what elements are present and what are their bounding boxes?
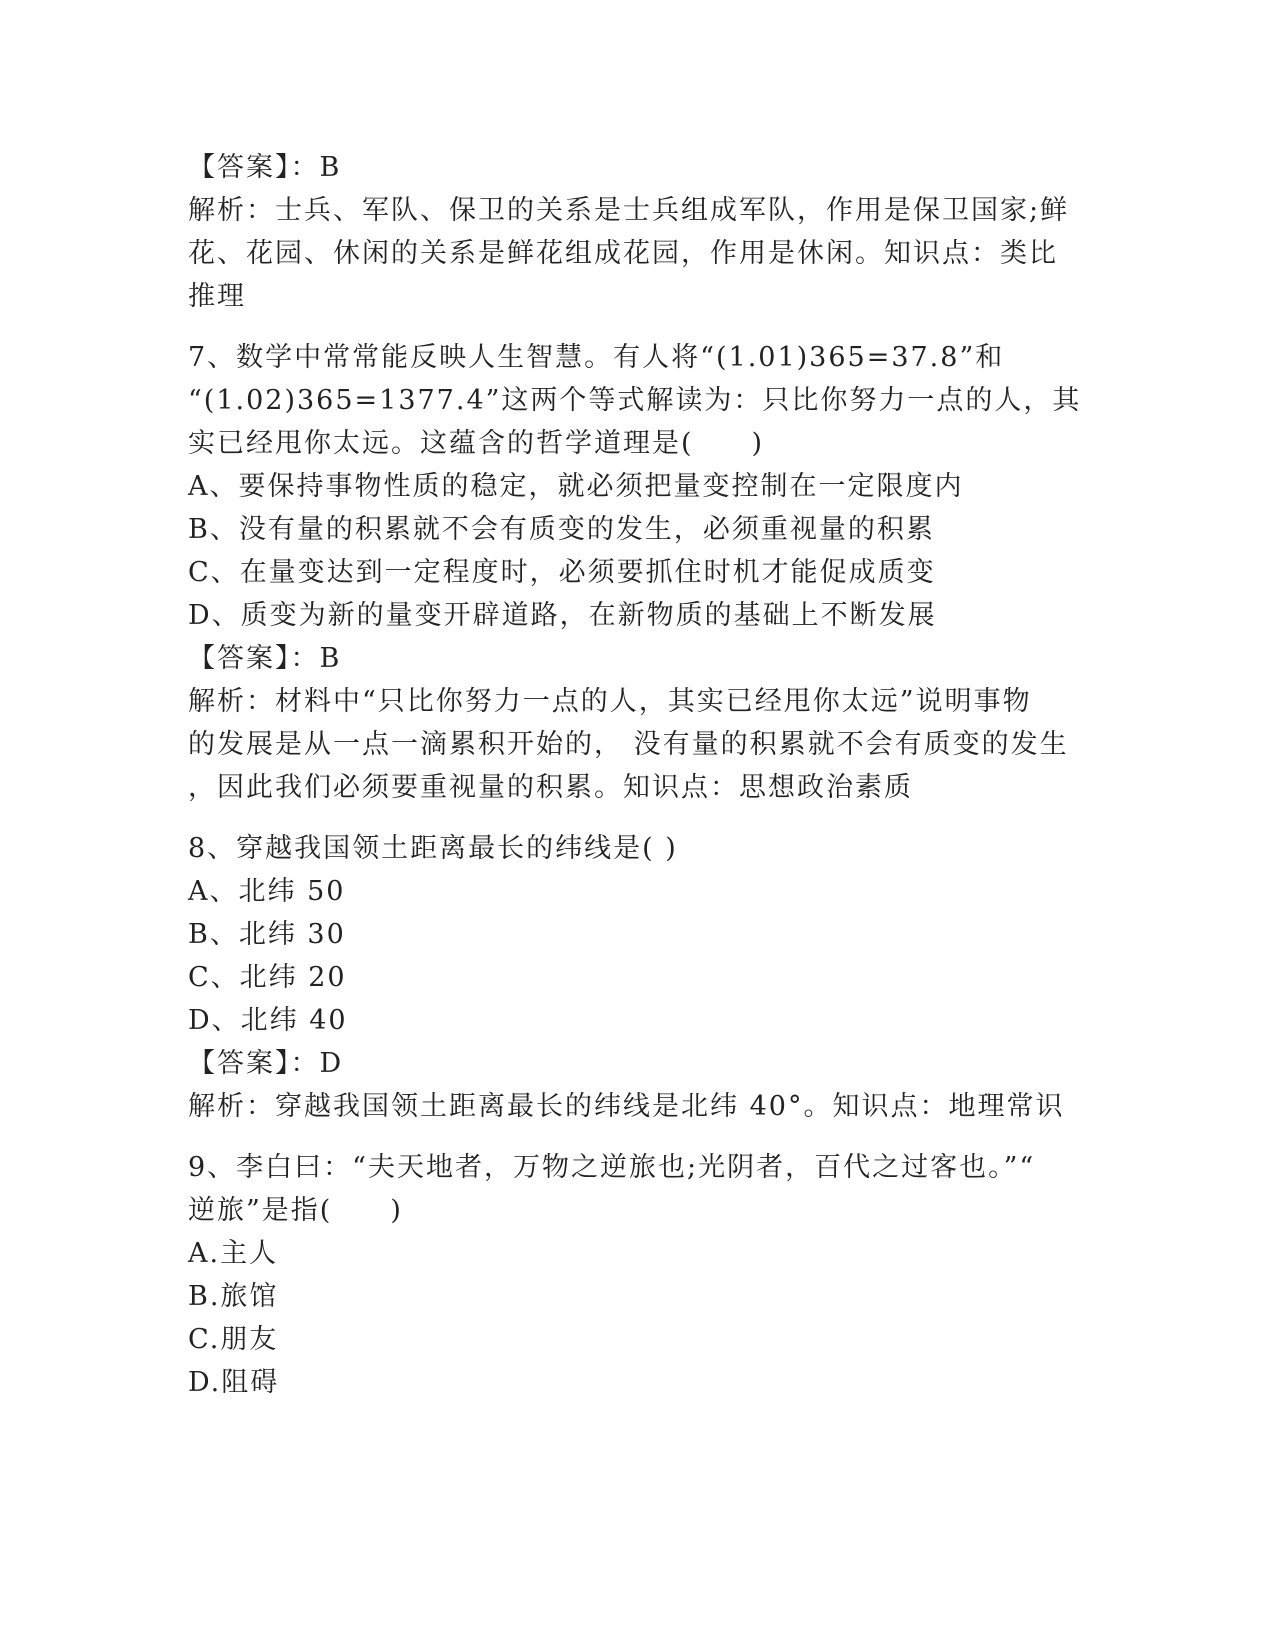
option-d: D、质变为新的量变开辟道路，在新物质的基础上不断发展 [188,600,937,631]
question-line: 逆旅”是指( ) [188,1195,403,1226]
page-content [188,146,1088,1404]
analysis-line: 解析：士兵、军队、保卫的关系是士兵组成军队，作用是保卫国家;鲜 [188,195,1070,226]
option-c: C、北纬 20 [188,962,347,993]
analysis-line: 解析：材料中“只比你努力一点的人，其实已经甩你太远”说明事物 [188,686,1032,717]
answer-line: 【答案】：B [188,643,342,674]
option-d: D、北纬 40 [188,1005,348,1036]
analysis-line: 的发展是从一点一滴累积开始的， 没有量的积累就不会有质变的发生 [188,729,1069,760]
analysis-line: 花、花园、休闲的关系是鲜花组成花园，作用是休闲。知识点：类比 [188,238,1058,269]
option-a: A.主人 [188,1238,279,1269]
option-b: B、北纬 30 [188,919,346,950]
option-b: B、没有量的积累就不会有质变的发生，必须重视量的积累 [188,514,935,545]
analysis-line: 推理 [188,281,246,312]
option-b: B.旅馆 [188,1281,279,1312]
question-line: 9、李白曰：“夫天地者，万物之逆旅也;光阴者，百代之过客也。”“ [188,1152,1036,1183]
analysis-line: 解析：穿越我国领土距离最长的纬线是北纬 40°。知识点：地理常识 [188,1091,1065,1122]
option-a: A、北纬 50 [188,876,346,907]
question-line: “(1.02)365=1377.4”这两个等式解读为：只比你努力一点的人，其 [188,385,1082,416]
option-d: D.阻碍 [188,1367,280,1398]
question-line: 实已经甩你太远。这蕴含的哲学道理是( ) [188,428,765,459]
option-c: C.朋友 [188,1324,279,1355]
option-c: C、在量变达到一定程度时，必须要抓住时机才能促成质变 [188,557,936,588]
question-line: 7、数学中常常能反映人生智慧。有人将“(1.01)365=37.8”和 [188,342,1005,373]
answer-line: 【答案】：D [188,1048,344,1079]
question-line: 8、穿越我国领土距离最长的纬线是( ) [188,833,678,864]
analysis-line: ，因此我们必须要重视量的积累。知识点：思想政治素质 [188,772,913,803]
answer-line: 【答案】：B [188,152,342,183]
option-a: A、要保持事物性质的稳定，就必须把量变控制在一定限度内 [188,471,964,502]
